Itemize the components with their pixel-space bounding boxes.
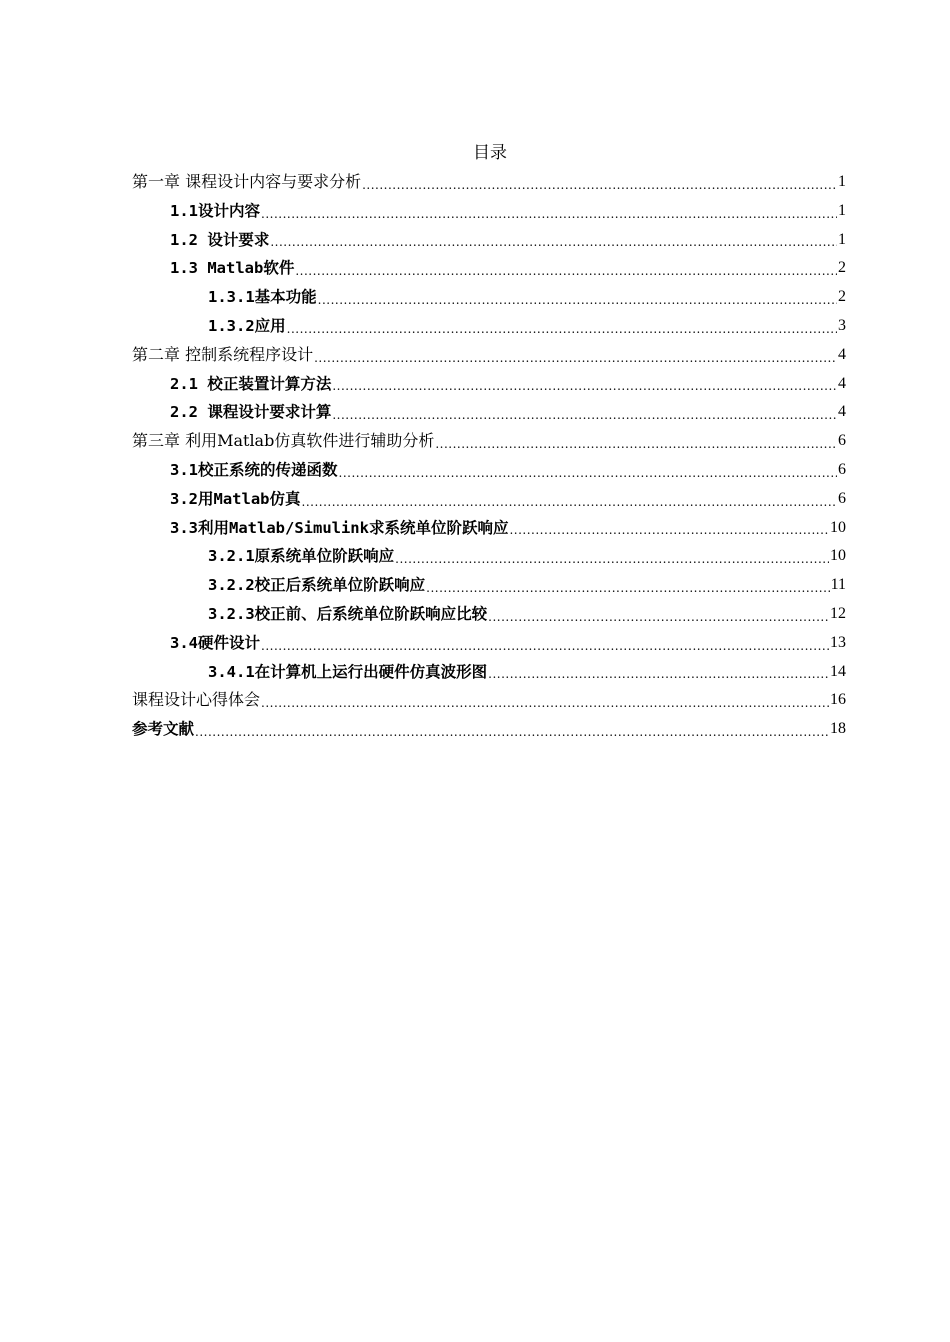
toc-entry-page: 12 xyxy=(830,604,846,622)
toc-entry-label: 3.4.1在计算机上运行出硬件仿真波形图 xyxy=(208,662,488,681)
toc-entry[interactable] xyxy=(132,341,846,370)
toc-dot-leader xyxy=(435,432,837,456)
toc-entry-page: 18 xyxy=(830,720,846,738)
toc-entry-label: 参考文献 xyxy=(132,720,195,739)
toc-entry[interactable] xyxy=(132,254,846,283)
toc-entry[interactable] xyxy=(132,427,846,456)
toc-entry[interactable] xyxy=(132,226,846,255)
toc-entry-page: 1 xyxy=(838,173,846,190)
toc-entry[interactable] xyxy=(132,168,846,197)
toc-dot-leader xyxy=(318,288,837,312)
toc-entry-label: 第二章 控制系统程序设计 xyxy=(132,344,314,364)
toc-entry[interactable] xyxy=(132,485,846,514)
toc-entry-label: 第三章 利用Matlab仿真软件进行辅助分析 xyxy=(132,431,435,451)
toc-dot-leader xyxy=(270,230,837,254)
toc-dot-leader xyxy=(362,173,837,197)
toc-entry[interactable] xyxy=(132,542,846,571)
toc-list xyxy=(132,168,846,744)
toc-dot-leader xyxy=(339,461,838,485)
toc-entry[interactable] xyxy=(132,398,846,427)
toc-entry-label: 1.3 Matlab软件 xyxy=(170,259,295,278)
toc-dot-leader xyxy=(261,691,829,715)
toc-entry-label: 2.1 校正装置计算方法 xyxy=(170,374,332,393)
toc-entry[interactable] xyxy=(132,571,846,600)
toc-entry-label: 第一章 课程设计内容与要求分析 xyxy=(132,172,362,191)
toc-dot-leader xyxy=(302,490,838,514)
toc-entry-label: 1.1设计内容 xyxy=(170,201,260,220)
toc-dot-leader xyxy=(509,518,829,542)
toc-entry-page: 6 xyxy=(838,460,846,478)
toc-entry-page: 4 xyxy=(838,374,846,392)
toc-entry[interactable] xyxy=(132,629,846,658)
toc-entry-label: 1.3.1基本功能 xyxy=(208,288,317,307)
toc-dot-leader xyxy=(314,346,837,370)
toc-entry-label: 3.2.1原系统单位阶跃响应 xyxy=(208,547,395,566)
toc-dot-leader xyxy=(395,547,829,571)
toc-entry[interactable] xyxy=(132,312,846,341)
toc-entry-page: 1 xyxy=(838,230,846,248)
toc-entry-label: 3.1校正系统的传递函数 xyxy=(170,460,338,479)
toc-entry-label: 1.2 设计要求 xyxy=(170,230,270,249)
toc-entry[interactable] xyxy=(132,715,846,744)
toc-dot-leader xyxy=(332,403,837,427)
toc-entry-page: 6 xyxy=(838,432,846,450)
toc-entry-page: 10 xyxy=(830,547,846,565)
toc-entry-page: 16 xyxy=(830,691,846,709)
toc-dot-leader xyxy=(295,259,837,283)
toc-dot-leader xyxy=(261,202,837,226)
toc-entry-page: 10 xyxy=(830,518,846,536)
toc-entry-label: 3.4硬件设计 xyxy=(170,633,260,652)
toc-entry-page: 6 xyxy=(838,489,846,507)
toc-dot-leader xyxy=(287,317,837,341)
toc-entry-page: 4 xyxy=(838,403,846,421)
toc-dot-leader xyxy=(426,576,829,600)
toc-entry[interactable] xyxy=(132,283,846,312)
toc-entry-page: 4 xyxy=(838,345,846,363)
toc-entry-label: 3.2用Matlab仿真 xyxy=(170,489,301,508)
toc-entry-page: 3 xyxy=(838,316,846,334)
toc-entry-page: 2 xyxy=(838,259,846,277)
toc-entry-label: 1.3.2应用 xyxy=(208,316,286,335)
toc-entry[interactable] xyxy=(132,197,846,226)
toc-entry-label: 2.2 课程设计要求计算 xyxy=(170,403,332,422)
toc-dot-leader xyxy=(488,605,829,629)
toc-entry-label: 3.2.2校正后系统单位阶跃响应 xyxy=(208,576,426,595)
toc-entry-label: 3.2.3校正前、后系统单位阶跃响应比较 xyxy=(208,604,488,623)
toc-dot-leader xyxy=(332,374,837,398)
toc-title: 目录 xyxy=(473,143,507,163)
toc-entry-page: 2 xyxy=(838,288,846,306)
toc-dot-leader xyxy=(488,662,829,686)
toc-entry[interactable] xyxy=(132,658,846,687)
toc-entry[interactable] xyxy=(132,600,846,629)
toc-entry-page: 13 xyxy=(830,633,846,651)
toc-dot-leader xyxy=(261,634,829,658)
toc-dot-leader xyxy=(195,720,829,744)
toc-entry-page: 14 xyxy=(830,662,846,680)
toc-entry-label: 3.3利用Matlab/Simulink求系统单位阶跃响应 xyxy=(170,518,509,537)
toc-entry-label: 课程设计心得体会 xyxy=(132,690,261,710)
toc-entry[interactable] xyxy=(132,686,846,715)
toc-entry-page: 11 xyxy=(830,576,846,594)
toc-entry-page: 1 xyxy=(838,201,846,219)
toc-entry[interactable] xyxy=(132,514,846,543)
toc-entry[interactable] xyxy=(132,456,846,485)
toc-entry[interactable] xyxy=(132,370,846,399)
